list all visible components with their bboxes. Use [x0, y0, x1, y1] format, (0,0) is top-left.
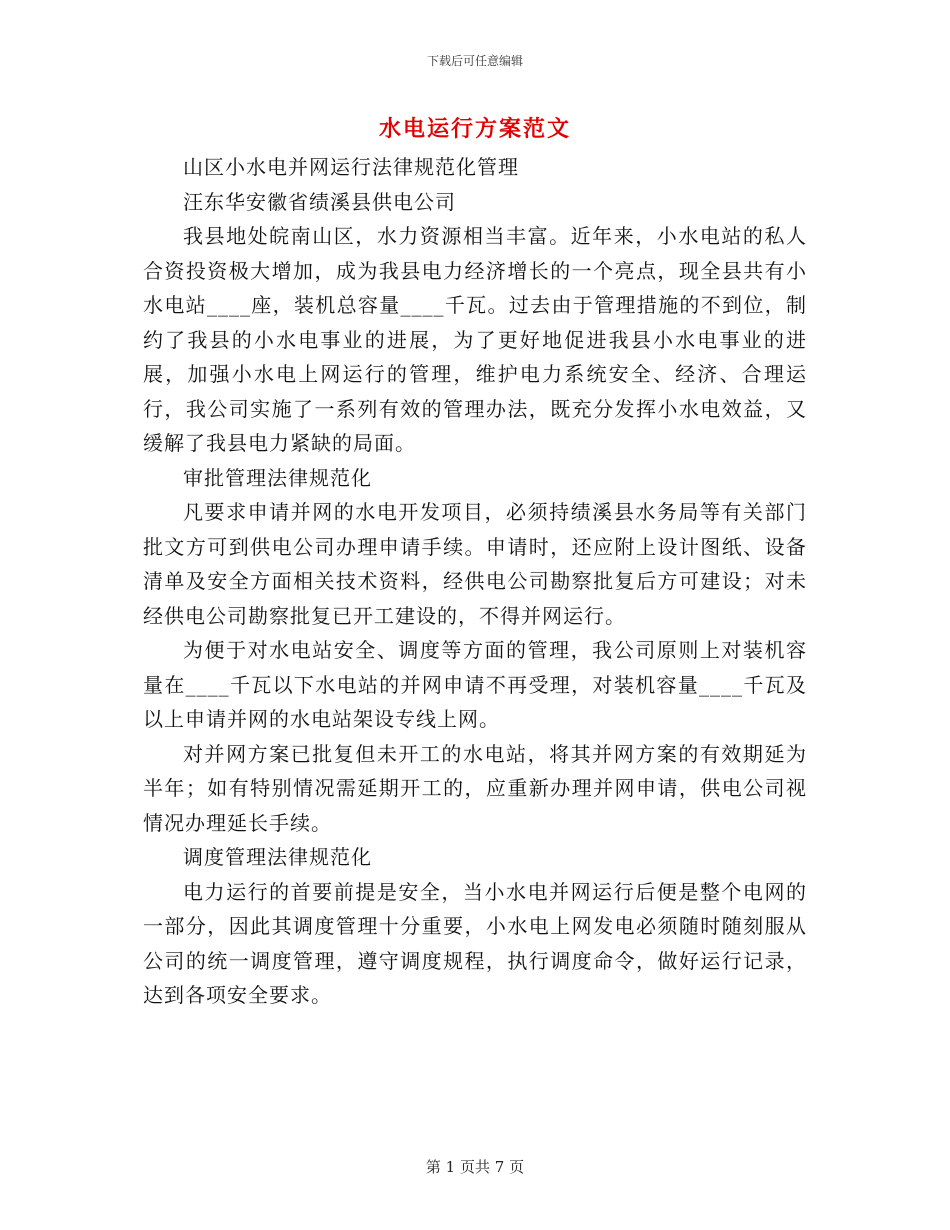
header-note: 下载后可任意编辑	[426, 54, 523, 68]
document-title: 水电运行方案范文	[378, 116, 571, 142]
page-number: 第 1 页共 7 页	[425, 1158, 525, 1176]
section-heading-dispatch: 调度管理法律规范化	[183, 845, 372, 869]
approval-paragraph-1: 凡要求申请并网的水电开发项目，必须持绩溪县水务局等有关部门批文方可到供电公司办理申请手续。申请时，还应附上设计图纸、设备清单及安全方面相关技术资料，经供电公司勘察批复后方可建设；对未经供电公司勘察批复已开工建设的，不得并网运行。	[143, 500, 807, 628]
intro-paragraph: 我县地处皖南山区，水力资源相当丰富。近年来，小水电站的私人合资投资极大增加，成为我县电力经济增长的一个亮点，现全县共有小水电站____座，装机总容量____千瓦。过去由于管理措施的不到位，制约了我县的小水电事业的进展，为了更好地促进我县小水电事业的进展，加强小水电上网运行的管理，维护电力系统安全、经济、合理运行，我公司实施了一系列有效的管理办法，既充分发挥小水电效益，又缓解了我县电力紧缺的局面。	[143, 224, 807, 455]
approval-paragraph-2: 为便于对水电站安全、调度等方面的管理，我公司原则上对装机容量在____千瓦以下水电站的并网申请不再受理，对装机容量____千瓦及以上申请并网的水电站架设专线上网。	[143, 638, 807, 731]
author-paragraph: 汪东华安徽省绩溪县供电公司	[183, 189, 456, 214]
document-body	[143, 150, 807, 1013]
dispatch-paragraph-1: 电力运行的首要前提是安全，当小水电并网运行后便是整个电网的一部分，因此其调度管理十分重要，小水电上网发电必须随时随刻服从公司的统一调度管理，遵守调度规程，执行调度命令，做好运行记录，达到各项安全要求。	[143, 879, 807, 1007]
section-heading-approval: 审批管理法律规范化	[183, 465, 372, 490]
subtitle-paragraph: 山区小水电并网运行法律规范化管理	[183, 155, 519, 179]
approval-paragraph-3: 对并网方案已批复但未开工的水电站，将其并网方案的有效期延为半年；如有特别情况需延期开工的，应重新办理并网申请，供电公司视情况办理延长手续。	[143, 741, 807, 835]
